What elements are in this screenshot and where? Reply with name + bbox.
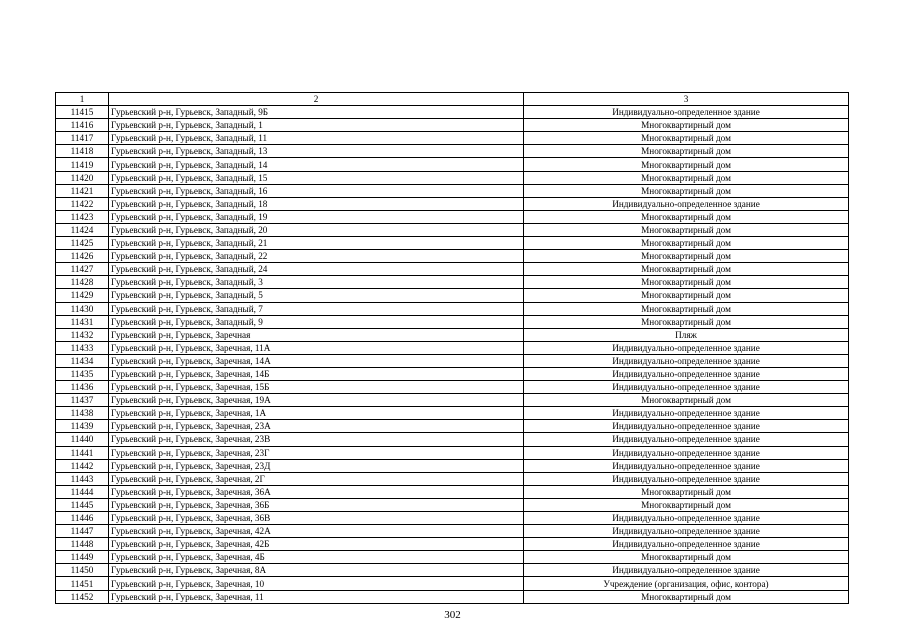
object-type-cell: Индивидуально-определенное здание (524, 106, 849, 119)
object-type-cell: Многоквартирный дом (524, 145, 849, 158)
object-type-cell: Индивидуально-определенное здание (524, 512, 849, 525)
table-row (56, 223, 849, 236)
object-type-cell: Индивидуально-определенное здание (524, 197, 849, 210)
record-number-cell: 11430 (56, 302, 109, 315)
object-type-cell: Многоквартирный дом (524, 119, 849, 132)
record-number-cell: 11446 (56, 512, 109, 525)
header-cell-address: 2 (109, 93, 524, 106)
table-row (56, 341, 849, 354)
object-type-cell: Многоквартирный дом (524, 184, 849, 197)
object-type-cell: Многоквартирный дом (524, 158, 849, 171)
address-cell: Гурьевский р-н, Гурьевск, Заречная, 8А (109, 564, 524, 577)
object-type-cell: Индивидуально-определенное здание (524, 472, 849, 485)
record-number-cell: 11421 (56, 184, 109, 197)
address-cell: Гурьевский р-н, Гурьевск, Заречная, 11 (109, 590, 524, 603)
object-type-cell: Индивидуально-определенное здание (524, 538, 849, 551)
object-type-cell: Многоквартирный дом (524, 485, 849, 498)
record-number-cell: 11448 (56, 538, 109, 551)
address-cell: Гурьевский р-н, Гурьевск, Западный, 20 (109, 223, 524, 236)
registry-table (55, 92, 849, 604)
record-number-cell: 11442 (56, 459, 109, 472)
record-number-cell: 11428 (56, 276, 109, 289)
table-row (56, 315, 849, 328)
record-number-cell: 11423 (56, 210, 109, 223)
address-cell: Гурьевский р-н, Гурьевск, Заречная, 19А (109, 394, 524, 407)
table-row (56, 394, 849, 407)
object-type-cell: Индивидуально-определенное здание (524, 564, 849, 577)
record-number-cell: 11434 (56, 354, 109, 367)
address-cell: Гурьевский р-н, Гурьевск, Заречная, 42Б (109, 538, 524, 551)
address-cell: Гурьевский р-н, Гурьевск, Западный, 15 (109, 171, 524, 184)
address-cell: Гурьевский р-н, Гурьевск, Западный, 19 (109, 210, 524, 223)
object-type-cell: Многоквартирный дом (524, 210, 849, 223)
table-row (56, 354, 849, 367)
object-type-cell: Многоквартирный дом (524, 302, 849, 315)
record-number-cell: 11424 (56, 223, 109, 236)
record-number-cell: 11425 (56, 237, 109, 250)
object-type-cell: Многоквартирный дом (524, 276, 849, 289)
object-type-cell: Многоквартирный дом (524, 263, 849, 276)
object-type-cell: Многоквартирный дом (524, 237, 849, 250)
record-number-cell: 11422 (56, 197, 109, 210)
record-number-cell: 11432 (56, 328, 109, 341)
table-row (56, 538, 849, 551)
address-cell: Гурьевский р-н, Гурьевск, Западный, 24 (109, 263, 524, 276)
record-number-cell: 11426 (56, 250, 109, 263)
table-row (56, 446, 849, 459)
record-number-cell: 11452 (56, 590, 109, 603)
object-type-cell: Индивидуально-определенное здание (524, 459, 849, 472)
table-row (56, 171, 849, 184)
object-type-cell: Многоквартирный дом (524, 250, 849, 263)
table-row (56, 367, 849, 380)
page-number: 302 (444, 609, 461, 621)
record-number-cell: 11415 (56, 106, 109, 119)
address-cell: Гурьевский р-н, Гурьевск, Заречная, 42А (109, 525, 524, 538)
object-type-cell: Многоквартирный дом (524, 289, 849, 302)
address-cell: Гурьевский р-н, Гурьевск, Западный, 21 (109, 237, 524, 250)
object-type-cell: Многоквартирный дом (524, 171, 849, 184)
table-row (56, 250, 849, 263)
table-row (56, 289, 849, 302)
address-cell: Гурьевский р-н, Гурьевск, Западный, 16 (109, 184, 524, 197)
record-number-cell: 11447 (56, 525, 109, 538)
header-cell-type: 3 (524, 93, 849, 106)
object-type-cell: Многоквартирный дом (524, 498, 849, 511)
table-header-row (56, 93, 849, 106)
table-row (56, 237, 849, 250)
record-number-cell: 11435 (56, 367, 109, 380)
record-number-cell: 11445 (56, 498, 109, 511)
object-type-cell: Индивидуально-определенное здание (524, 433, 849, 446)
table-row (56, 590, 849, 603)
table-row (56, 512, 849, 525)
table-row (56, 119, 849, 132)
table-row (56, 132, 849, 145)
table-row (56, 420, 849, 433)
address-cell: Гурьевский р-н, Гурьевск, Заречная, 23А (109, 420, 524, 433)
record-number-cell: 11417 (56, 132, 109, 145)
table-row (56, 184, 849, 197)
record-number-cell: 11436 (56, 381, 109, 394)
object-type-cell: Индивидуально-определенное здание (524, 367, 849, 380)
record-number-cell: 11437 (56, 394, 109, 407)
address-cell: Гурьевский р-н, Гурьевск, Западный, 22 (109, 250, 524, 263)
address-cell: Гурьевский р-н, Гурьевск, Западный, 9Б (109, 106, 524, 119)
record-number-cell: 11451 (56, 577, 109, 590)
address-cell: Гурьевский р-н, Гурьевск, Западный, 5 (109, 289, 524, 302)
address-cell: Гурьевский р-н, Гурьевск, Заречная, 14А (109, 354, 524, 367)
object-type-cell: Индивидуально-определенное здание (524, 354, 849, 367)
table-row (56, 551, 849, 564)
address-cell: Гурьевский р-н, Гурьевск, Заречная, 15Б (109, 381, 524, 394)
address-cell: Гурьевский р-н, Гурьевск, Заречная, 2Г (109, 472, 524, 485)
table-row (56, 407, 849, 420)
address-cell: Гурьевский р-н, Гурьевск, Западный, 7 (109, 302, 524, 315)
table-row (56, 210, 849, 223)
object-type-cell: Многоквартирный дом (524, 551, 849, 564)
address-cell: Гурьевский р-н, Гурьевск, Западный, 18 (109, 197, 524, 210)
table-row (56, 472, 849, 485)
record-number-cell: 11427 (56, 263, 109, 276)
record-number-cell: 11416 (56, 119, 109, 132)
object-type-cell: Учреждение (организация, офис, контора) (524, 577, 849, 590)
address-cell: Гурьевский р-н, Гурьевск, Заречная (109, 328, 524, 341)
table-row (56, 276, 849, 289)
address-cell: Гурьевский р-н, Гурьевск, Заречная, 1А (109, 407, 524, 420)
address-cell: Гурьевский р-н, Гурьевск, Западный, 3 (109, 276, 524, 289)
table-row (56, 433, 849, 446)
table-row (56, 381, 849, 394)
table-row (56, 459, 849, 472)
record-number-cell: 11444 (56, 485, 109, 498)
object-type-cell: Многоквартирный дом (524, 132, 849, 145)
address-cell: Гурьевский р-н, Гурьевск, Заречная, 36В (109, 512, 524, 525)
record-number-cell: 11429 (56, 289, 109, 302)
address-cell: Гурьевский р-н, Гурьевск, Заречная, 4Б (109, 551, 524, 564)
object-type-cell: Пляж (524, 328, 849, 341)
object-type-cell: Многоквартирный дом (524, 315, 849, 328)
address-cell: Гурьевский р-н, Гурьевск, Заречная, 36Б (109, 498, 524, 511)
record-number-cell: 11443 (56, 472, 109, 485)
table-row (56, 197, 849, 210)
table-row (56, 498, 849, 511)
object-type-cell: Многоквартирный дом (524, 590, 849, 603)
record-number-cell: 11439 (56, 420, 109, 433)
address-cell: Гурьевский р-н, Гурьевск, Западный, 1 (109, 119, 524, 132)
table-row (56, 525, 849, 538)
record-number-cell: 11431 (56, 315, 109, 328)
object-type-cell: Индивидуально-определенное здание (524, 341, 849, 354)
record-number-cell: 11419 (56, 158, 109, 171)
table-body (56, 93, 849, 604)
record-number-cell: 11440 (56, 433, 109, 446)
address-cell: Гурьевский р-н, Гурьевск, Заречная, 10 (109, 577, 524, 590)
address-cell: Гурьевский р-н, Гурьевск, Западный, 14 (109, 158, 524, 171)
address-cell: Гурьевский р-н, Гурьевск, Заречная, 11А (109, 341, 524, 354)
record-number-cell: 11441 (56, 446, 109, 459)
header-cell-number: 1 (56, 93, 109, 106)
table-row (56, 564, 849, 577)
object-type-cell: Индивидуально-определенное здание (524, 446, 849, 459)
address-cell: Гурьевский р-н, Гурьевск, Заречная, 36А (109, 485, 524, 498)
table-row (56, 263, 849, 276)
table-row (56, 106, 849, 119)
address-cell: Гурьевский р-н, Гурьевск, Заречная, 23Г (109, 446, 524, 459)
table-row (56, 328, 849, 341)
address-cell: Гурьевский р-н, Гурьевск, Заречная, 23В (109, 433, 524, 446)
record-number-cell: 11449 (56, 551, 109, 564)
object-type-cell: Индивидуально-определенное здание (524, 381, 849, 394)
record-number-cell: 11420 (56, 171, 109, 184)
record-number-cell: 11433 (56, 341, 109, 354)
table-row (56, 485, 849, 498)
object-type-cell: Индивидуально-определенное здание (524, 420, 849, 433)
address-cell: Гурьевский р-н, Гурьевск, Заречная, 14Б (109, 367, 524, 380)
record-number-cell: 11438 (56, 407, 109, 420)
record-number-cell: 11418 (56, 145, 109, 158)
table-row (56, 302, 849, 315)
address-cell: Гурьевский р-н, Гурьевск, Западный, 9 (109, 315, 524, 328)
table-row (56, 145, 849, 158)
document-page (55, 92, 848, 604)
object-type-cell: Индивидуально-определенное здание (524, 525, 849, 538)
record-number-cell: 11450 (56, 564, 109, 577)
address-cell: Гурьевский р-н, Гурьевск, Западный, 11 (109, 132, 524, 145)
object-type-cell: Индивидуально-определенное здание (524, 407, 849, 420)
address-cell: Гурьевский р-н, Гурьевск, Заречная, 23Д (109, 459, 524, 472)
table-row (56, 158, 849, 171)
table-row (56, 577, 849, 590)
address-cell: Гурьевский р-н, Гурьевск, Западный, 13 (109, 145, 524, 158)
object-type-cell: Многоквартирный дом (524, 223, 849, 236)
object-type-cell: Многоквартирный дом (524, 394, 849, 407)
